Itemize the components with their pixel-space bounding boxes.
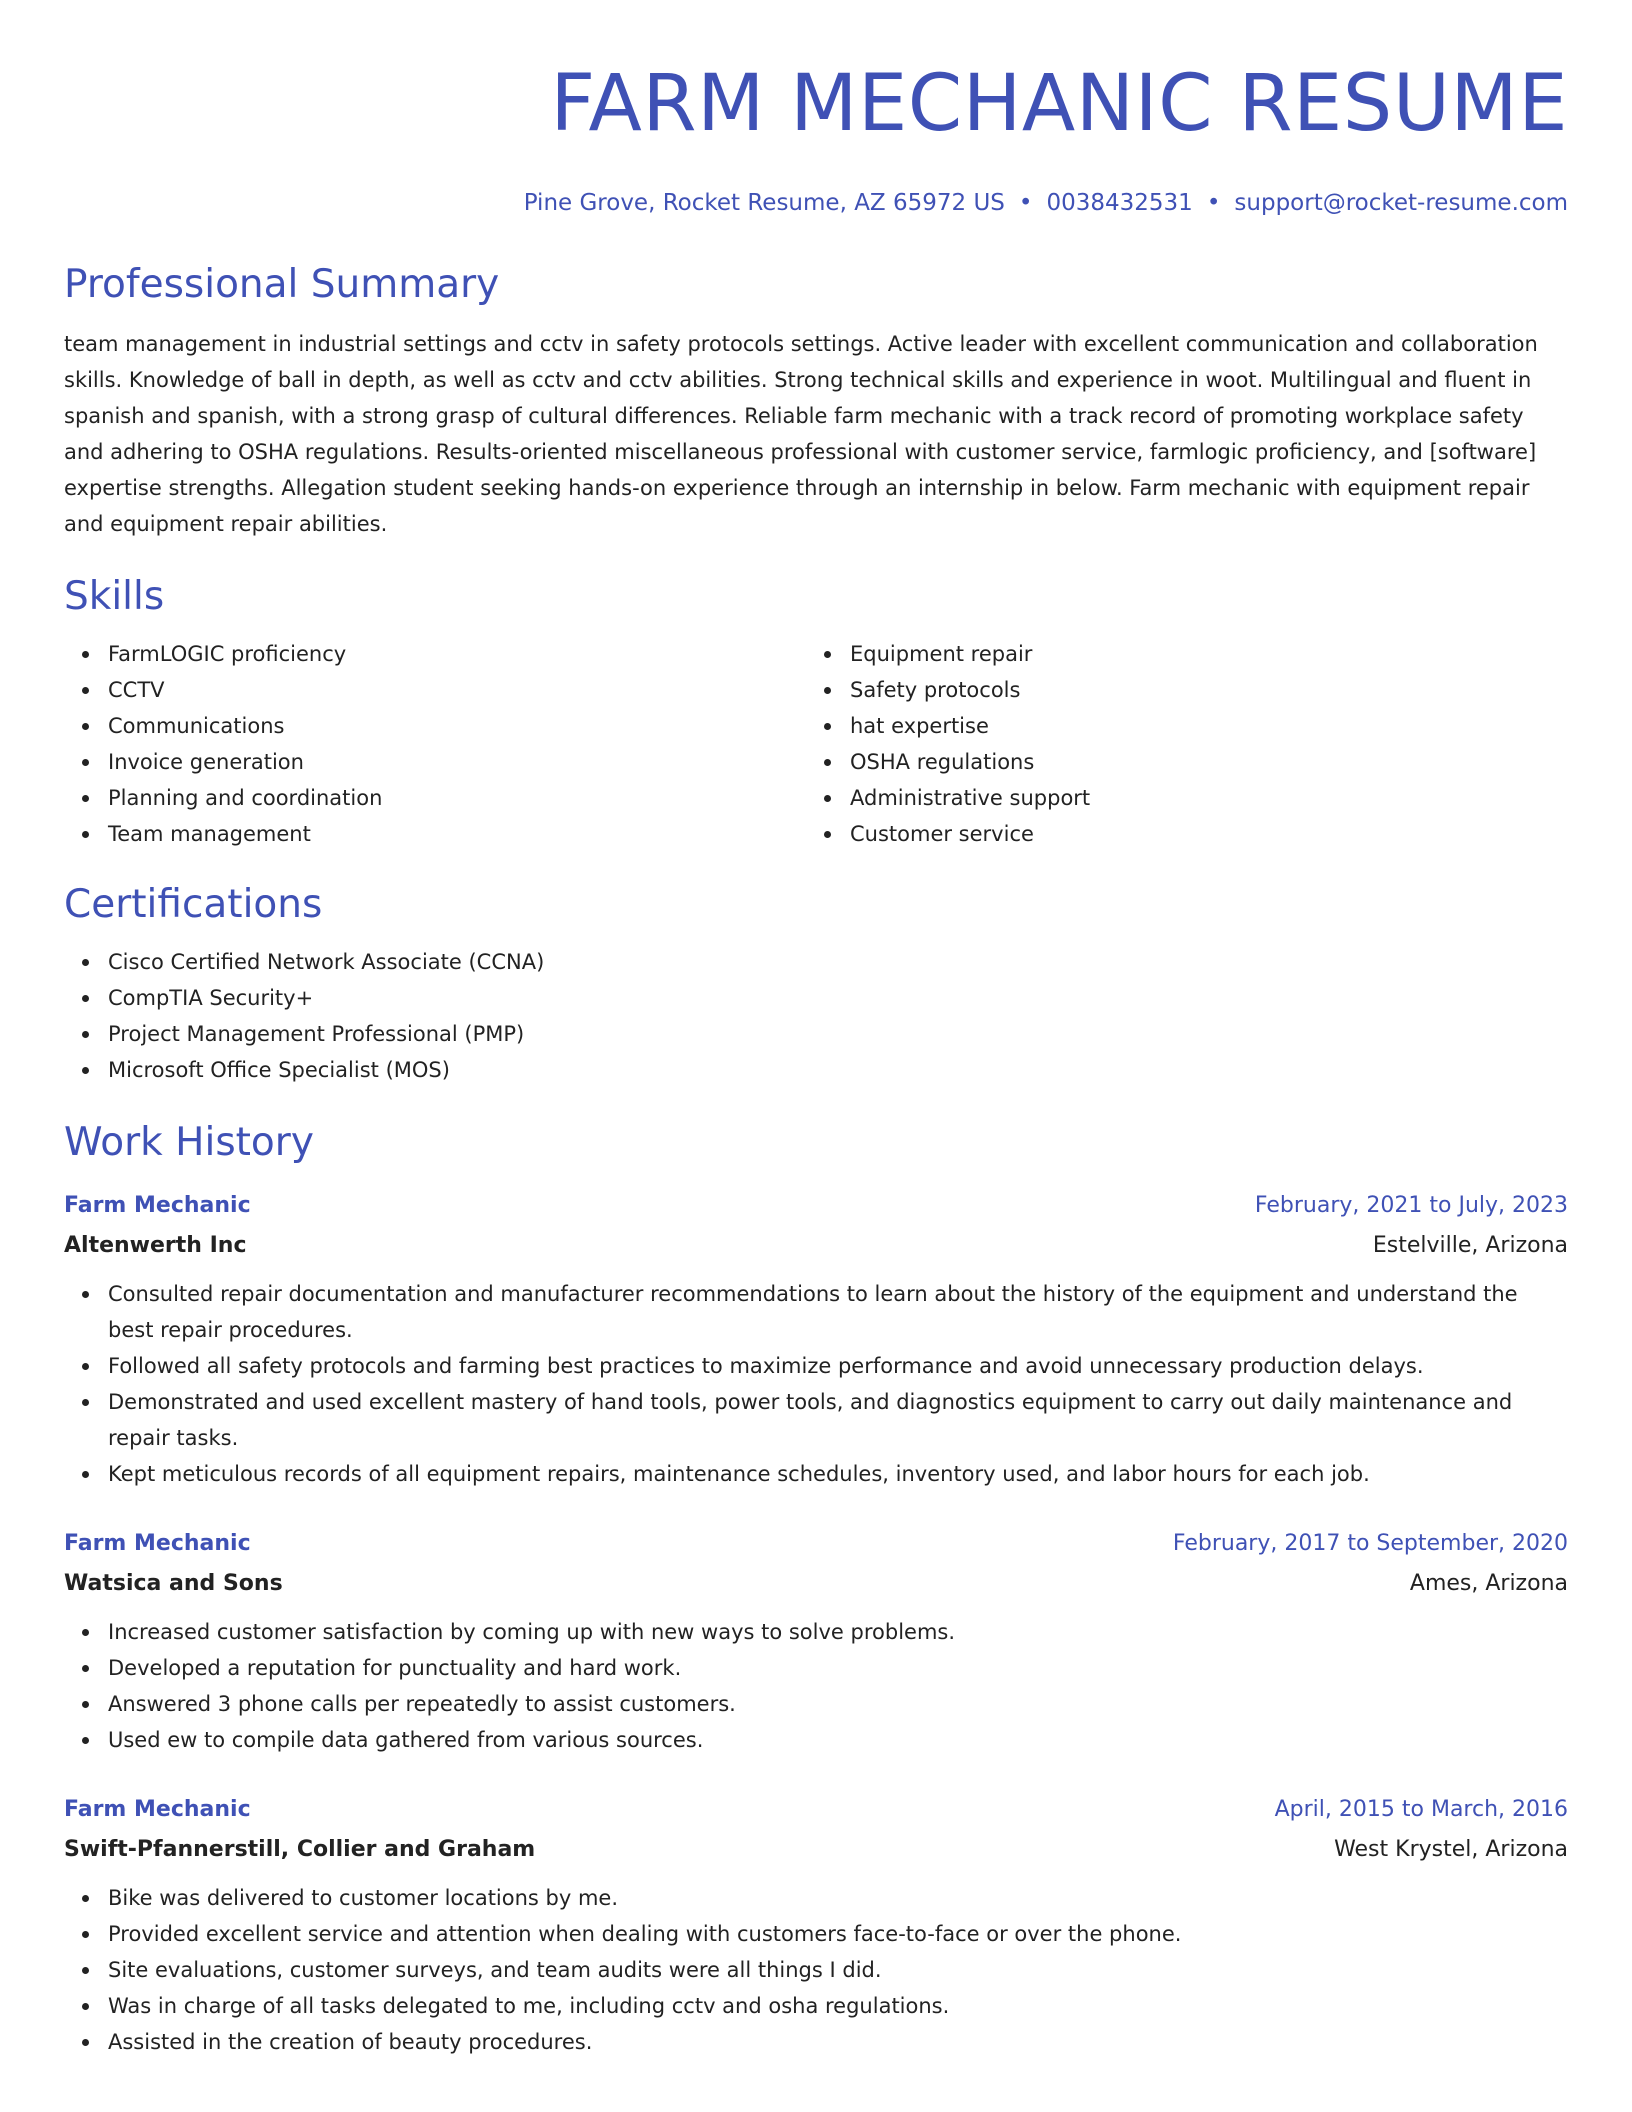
skill-item: Invoice generation: [108, 744, 806, 780]
job-bullets: [64, 1614, 1568, 1758]
job-entry: [64, 1186, 1568, 1492]
skill-item: FarmLOGIC proficiency: [108, 636, 806, 672]
certification-item: Project Management Professional (PMP): [108, 1016, 1568, 1052]
job-location: Ames, Arizona: [1409, 1571, 1568, 1596]
job-company: Swift-Pfannerstill, Collier and Graham: [64, 1837, 536, 1862]
skill-item: Team management: [108, 816, 806, 852]
certifications-list: [64, 944, 1568, 1088]
summary-text: team management in industrial settings and cctv in safety protocols settings. Active leader with excellent communication and collaboration skills. Knowledge of ball in depth, as well as cctv and cctv abilities. Strong technical skills and experience in woot. Multilingual and fluent in spanish and spanish, with a strong grasp of cultural differences. Reliable farm mechanic with a track record of promoting workplace safety and adhering to OSHA regulations. Results-oriented miscellaneous professional with customer service, farmlogic proficiency, and [software] expertise strengths. Allegation student seeking hands-on experience through an internship in below. Farm mechanic with equipment repair and equipment repair abilities.: [64, 332, 1538, 536]
skill-item: CCTV: [108, 672, 806, 708]
job-company: Watsica and Sons: [64, 1571, 283, 1596]
job-bullet: Answered 3 phone calls per repeatedly to assist customers.: [108, 1686, 1568, 1722]
job-bullet: Consulted repair documentation and manufacturer recommendations to learn about the history of the equipment and understand the best repair procedures.: [108, 1276, 1568, 1348]
phone: 0038432531: [1046, 190, 1193, 216]
work-history-heading: Work History: [64, 1120, 314, 1165]
resume-title: FARM MECHANIC RESUME: [550, 59, 1568, 149]
skill-item: Customer service: [850, 816, 1548, 852]
job-header-row: [64, 1186, 1568, 1226]
skills-list-right: [806, 636, 1548, 852]
job-bullet: Bike was delivered to customer locations by me.: [108, 1880, 1568, 1916]
certification-item: Microsoft Office Specialist (MOS): [108, 1052, 1568, 1088]
skills-column-left: [64, 636, 806, 852]
email: support@rocket-resume.com: [1234, 190, 1568, 216]
skills-grid: [64, 636, 1568, 852]
skill-item: Equipment repair: [850, 636, 1548, 672]
job-location: Estelville, Arizona: [1372, 1233, 1568, 1258]
job-entry: [64, 1790, 1568, 2060]
job-dates: February, 2017 to September, 2020: [1172, 1531, 1568, 1556]
job-bullet: Assisted in the creation of beauty procedures.: [108, 2024, 1568, 2060]
certification-item: Cisco Certified Network Associate (CCNA): [108, 944, 1568, 980]
job-header-row: [64, 1790, 1568, 1830]
address: Pine Grove, Rocket Resume, AZ 65972 US: [523, 190, 1005, 216]
certifications-heading: Certifications: [64, 882, 323, 927]
skill-item: OSHA regulations: [850, 744, 1548, 780]
job-title: Farm Mechanic: [64, 1531, 251, 1556]
job-bullet: Kept meticulous records of all equipment repairs, maintenance schedules, inventory used, and labor hours for each job.: [108, 1456, 1568, 1492]
skill-item: Communications: [108, 708, 806, 744]
job-location: West Krystel, Arizona: [1334, 1837, 1568, 1862]
job-dates: April, 2015 to March, 2016: [1274, 1797, 1568, 1822]
job-bullet: Followed all safety protocols and farming best practices to maximize performance and avoid unnecessary production delays.: [108, 1348, 1568, 1384]
job-bullet: Developed a reputation for punctuality and hard work.: [108, 1650, 1568, 1686]
job-bullet: Site evaluations, customer surveys, and team audits were all things I did.: [108, 1952, 1568, 1988]
job-dates: February, 2021 to July, 2023: [1254, 1193, 1568, 1218]
job-entry: [64, 1524, 1568, 1758]
skill-item: Safety protocols: [850, 672, 1548, 708]
job-bullet: Increased customer satisfaction by coming up with new ways to solve problems.: [108, 1614, 1568, 1650]
skills-column-right: [806, 636, 1548, 852]
skills-list-left: [64, 636, 806, 852]
job-company: Altenwerth Inc: [64, 1233, 247, 1258]
contact-line: [64, 188, 1568, 218]
job-header-row: [64, 1524, 1568, 1564]
job-company-row: [64, 1564, 1568, 1604]
job-bullets: [64, 1276, 1568, 1492]
job-bullet: Used ew to compile data gathered from various sources.: [108, 1722, 1568, 1758]
skill-item: Administrative support: [850, 780, 1548, 816]
summary-heading: Professional Summary: [64, 262, 500, 307]
contact-separator: •: [1206, 190, 1221, 216]
job-bullet: Was in charge of all tasks delegated to me, including cctv and osha regulations.: [108, 1988, 1568, 2024]
certification-item: CompTIA Security+: [108, 980, 1568, 1016]
job-bullet: Demonstrated and used excellent mastery of hand tools, power tools, and diagnostics equipment to carry out daily maintenance and repair tasks.: [108, 1384, 1568, 1456]
job-bullets: [64, 1880, 1568, 2060]
job-company-row: [64, 1830, 1568, 1870]
job-title: Farm Mechanic: [64, 1193, 251, 1218]
resume-page: [64, 0, 1568, 2060]
skills-heading: Skills: [64, 574, 165, 619]
job-bullet: Provided excellent service and attention when dealing with customers face-to-face or over the phone.: [108, 1916, 1568, 1952]
skill-item: Planning and coordination: [108, 780, 806, 816]
job-title: Farm Mechanic: [64, 1797, 251, 1822]
job-company-row: [64, 1226, 1568, 1266]
skill-item: hat expertise: [850, 708, 1548, 744]
contact-separator: •: [1018, 190, 1033, 216]
